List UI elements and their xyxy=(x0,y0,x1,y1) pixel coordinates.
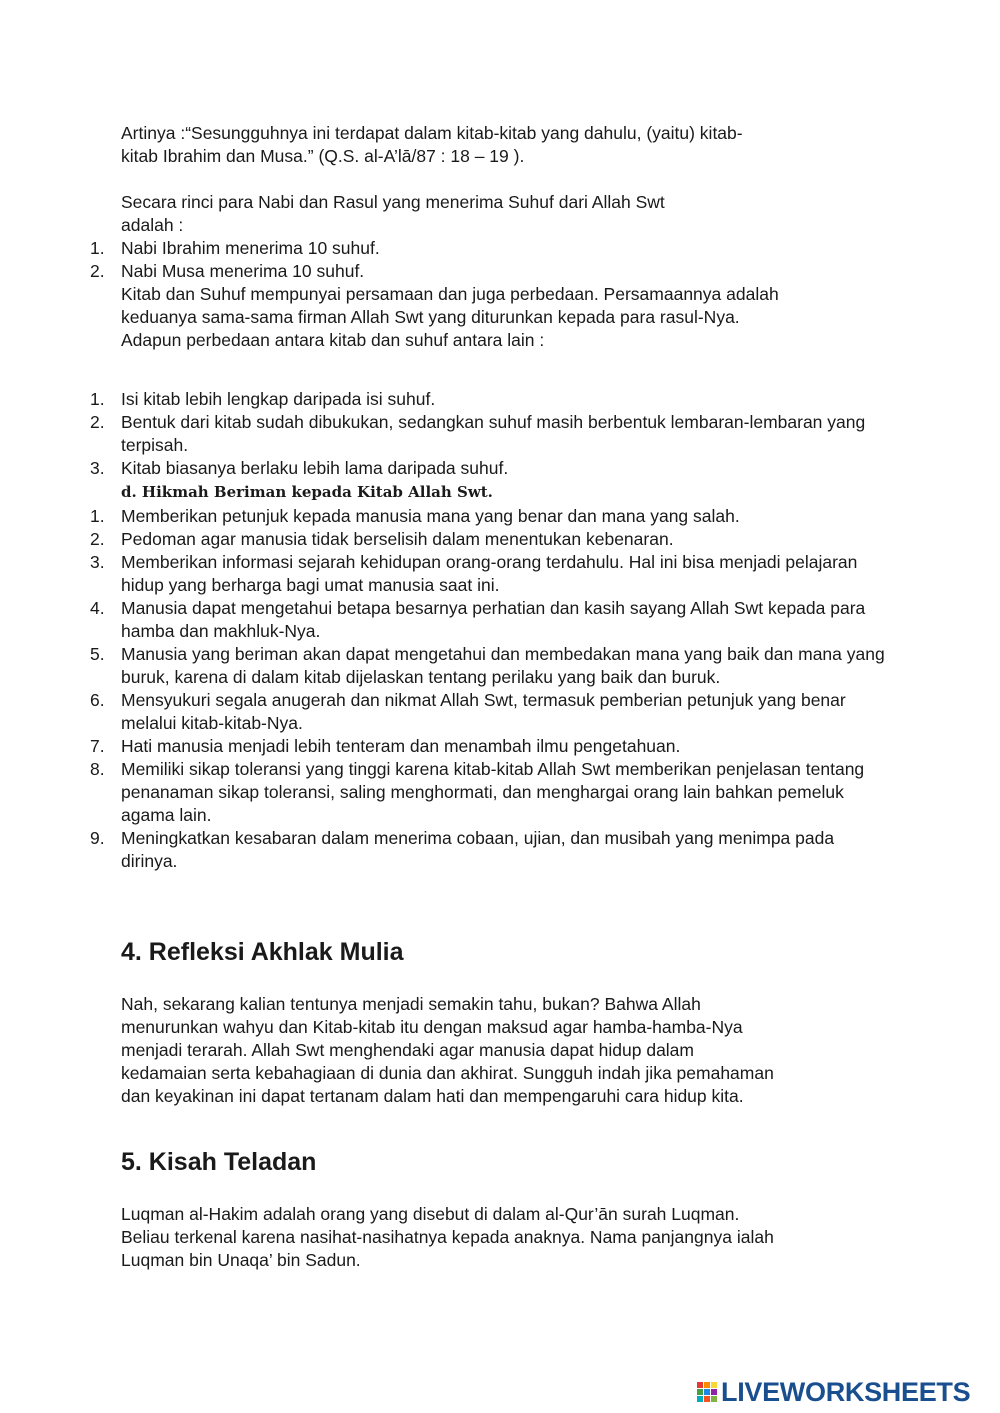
list-text: Manusia yang beriman akan dapat mengetahui dan membedakan mana yang baik dan mana yang buruk, karena di dalam kitab dijelaskan tentang perilaku yang baik dan buruk. xyxy=(121,644,885,687)
section-5-title: 5. Kisah Teladan xyxy=(121,1148,317,1176)
hikmah-heading: d. Hikmah Beriman kepada Kitab Allah Swt. xyxy=(121,483,493,501)
list-item xyxy=(0,260,891,283)
logo-square xyxy=(711,1389,717,1395)
list-number: 2. xyxy=(90,412,105,432)
list-item xyxy=(0,457,891,480)
section-4-line-5: dan keyakinan ini dapat tertanam dalam hati dan mempengaruhi cara hidup kita. xyxy=(121,1086,744,1106)
list-text: Memberikan petunjuk kepada manusia mana yang benar dan mana yang salah. xyxy=(121,506,740,526)
logo-square xyxy=(704,1389,710,1395)
list-item xyxy=(0,758,891,827)
list-number: 5. xyxy=(90,644,105,664)
section-4-line-1: Nah, sekarang kalian tentunya menjadi semakin tahu, bukan? Bahwa Allah xyxy=(121,994,701,1014)
comparison-line-2: keduanya sama-sama firman Allah Swt yang diturunkan kepada para rasul-Nya. xyxy=(121,307,740,327)
list-number: 2. xyxy=(90,261,105,281)
section-4-title: 4. Refleksi Akhlak Mulia xyxy=(121,938,404,966)
list-text: Manusia dapat mengetahui betapa besarnya perhatian dan kasih sayang Allah Swt kepada para hamba dan makhluk-Nya. xyxy=(121,598,866,641)
list-item xyxy=(0,237,891,260)
list-number: 7. xyxy=(90,736,105,756)
section-4-text xyxy=(121,993,891,1108)
list-text: Memiliki sikap toleransi yang tinggi karena kitab-kitab Allah Swt memberikan penjelasan tentang penanaman sikap toleransi, saling menghormati, dan menghargai orang lain bahkan pemeluk agama lain. xyxy=(121,759,865,825)
list-item xyxy=(0,505,891,528)
list-number: 6. xyxy=(90,690,105,710)
list-item xyxy=(0,551,891,597)
list-text: Pedoman agar manusia tidak berselisih dalam menentukan kebenaran. xyxy=(121,529,674,549)
list-text: Nabi Musa menerima 10 suhuf. xyxy=(121,261,365,281)
logo-square xyxy=(711,1396,717,1402)
list-text: Memberikan informasi sejarah kehidupan orang-orang terdahulu. Hal ini bisa menjadi pelajaran hidup yang berharga bagi umat manusia saat ini. xyxy=(121,552,858,595)
list-item xyxy=(0,827,891,873)
list-item xyxy=(0,411,891,457)
logo-square xyxy=(697,1396,703,1402)
liveworksheets-logo-icon xyxy=(697,1382,717,1402)
list-number: 1. xyxy=(90,389,105,409)
liveworksheets-watermark[interactable] xyxy=(697,1375,970,1409)
list-number: 4. xyxy=(90,598,105,618)
translation-line-1: Artinya :“Sesungguhnya ini terdapat dalam kitab-kitab yang dahulu, (yaitu) kitab- xyxy=(121,123,743,143)
section-5-text xyxy=(121,1203,891,1272)
comparison-line-1: Kitab dan Suhuf mempunyai persamaan dan juga perbedaan. Persamaannya adalah xyxy=(121,284,779,304)
logo-square xyxy=(704,1396,710,1402)
translation-text xyxy=(121,122,891,168)
suhuf-intro-text xyxy=(121,191,891,237)
section-4-line-2: menurunkan wahyu dan Kitab-kitab itu dengan maksud agar hamba-hamba-Nya xyxy=(121,1017,743,1037)
list-number: 9. xyxy=(90,828,105,848)
list-item xyxy=(0,388,891,411)
section-5-line-1: Luqman al-Hakim adalah orang yang disebut di dalam al-Qur’ān surah Luqman. xyxy=(121,1204,740,1224)
logo-square xyxy=(697,1389,703,1395)
comparison-line-3: Adapun perbedaan antara kitab dan suhuf antara lain : xyxy=(121,330,545,350)
suhuf-list xyxy=(0,237,900,283)
list-item xyxy=(0,735,891,758)
list-number: 1. xyxy=(90,506,105,526)
list-text: Mensyukuri segala anugerah dan nikmat Allah Swt, termasuk pemberian petunjuk yang benar melalui kitab-kitab-Nya. xyxy=(121,690,846,733)
list-text: Meningkatkan kesabaran dalam menerima cobaan, ujian, dan musibah yang menimpa pada dirinya. xyxy=(121,828,835,871)
list-number: 3. xyxy=(90,552,105,572)
section-5-line-2: Beliau terkenal karena nasihat-nasihatnya kepada anaknya. Nama panjangnya ialah xyxy=(121,1227,774,1247)
list-item xyxy=(0,689,891,735)
list-text: Bentuk dari kitab sudah dibukukan, sedangkan suhuf masih berbentuk lembaran-lembaran yang terpisah. xyxy=(121,412,866,455)
differences-list xyxy=(0,388,900,480)
liveworksheets-brand-text: LIVEWORKSHEETS xyxy=(721,1376,971,1407)
list-number: 1. xyxy=(90,238,105,258)
section-4-line-3: menjadi terarah. Allah Swt menghendaki agar manusia dapat hidup dalam xyxy=(121,1040,694,1060)
section-5-line-3: Luqman bin Unaqa’ bin Sadun. xyxy=(121,1250,361,1270)
list-number: 8. xyxy=(90,759,105,779)
suhuf-intro-line-1: Secara rinci para Nabi dan Rasul yang menerima Suhuf dari Allah Swt xyxy=(121,192,665,212)
logo-square xyxy=(711,1382,717,1388)
hikmah-list xyxy=(0,505,900,873)
list-number: 2. xyxy=(90,529,105,549)
list-text: Isi kitab lebih lengkap daripada isi suhuf. xyxy=(121,389,436,409)
list-number: 3. xyxy=(90,458,105,478)
list-text: Nabi Ibrahim menerima 10 suhuf. xyxy=(121,238,380,258)
translation-line-2: kitab Ibrahim dan Musa.” (Q.S. al-A’lā/87 : 18 – 19 ). xyxy=(121,146,525,166)
list-text: Hati manusia menjadi lebih tenteram dan menambah ilmu pengetahuan. xyxy=(121,736,681,756)
comparison-text xyxy=(121,283,891,352)
list-text: Kitab biasanya berlaku lebih lama daripada suhuf. xyxy=(121,458,509,478)
logo-square xyxy=(704,1382,710,1388)
section-4-line-4: kedamaian serta kebahagiaan di dunia dan akhirat. Sungguh indah jika pemahaman xyxy=(121,1063,774,1083)
list-item xyxy=(0,643,891,689)
list-item xyxy=(0,597,891,643)
list-item xyxy=(0,528,891,551)
suhuf-intro-line-2: adalah : xyxy=(121,215,184,235)
logo-square xyxy=(697,1382,703,1388)
